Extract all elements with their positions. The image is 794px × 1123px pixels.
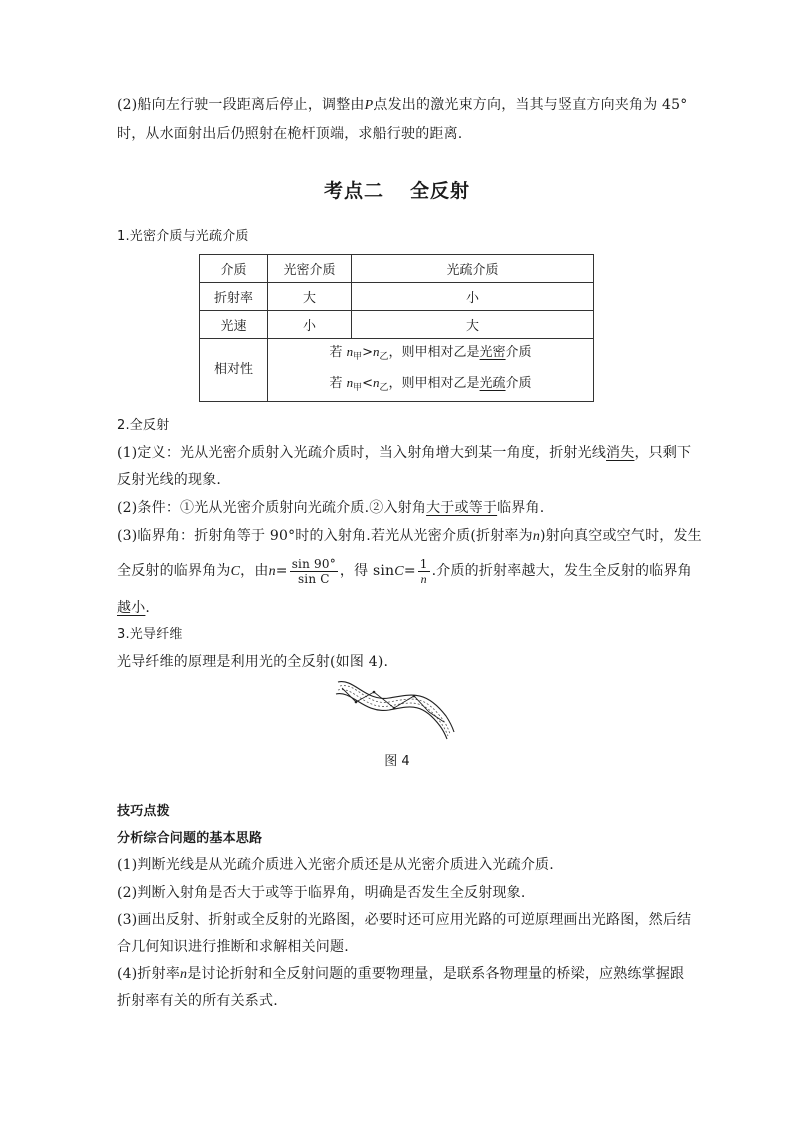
- table-row: [200, 311, 594, 339]
- table-cell: 小: [352, 283, 594, 311]
- fraction-sin90-sinC: $\frac{\sin 90^\circ}{\text{sin C}}$: [291, 556, 336, 586]
- q2-text: 点发出的激光束方向，当其与竖直方向夹角为 45°: [373, 97, 688, 113]
- tip-1: (1)判断光线是从光疏介质进入光密介质还是从光密介质进入光疏介质.: [117, 857, 554, 873]
- tip-4-line-1: (4)折射率n是讨论折射和全反射问题的重要物理量，是联系各物理量的桥梁，应熟练掌握跟: [117, 966, 685, 982]
- table-header: 光疏介质: [352, 255, 594, 283]
- heading-optical-fiber: 3.光导纤维: [117, 627, 183, 642]
- table-cell: 小: [268, 311, 352, 339]
- table-cell: 折射率: [200, 283, 268, 311]
- critical-angle-line-1: (3)临界角：折射角等于 90°时的入射角.若光从光密介质(折射率为n)射向真空或空气时，发生: [117, 528, 702, 544]
- section-title: [0, 176, 794, 203]
- q2-line-1: [117, 95, 687, 116]
- section-number: 考点二: [323, 180, 384, 202]
- critical-angle-line-3: 越小.: [117, 600, 151, 616]
- optical-fiber-text: 光导纤维的原理是利用光的全反射(如图 4).: [117, 654, 389, 670]
- critical-angle-line-2: 全反射的临界角为C，由n= $\frac{\sin 90^\circ}{\text{sin C}}$ ，得 sinC= $\frac{1}{n}$ .介质的折射率越大，发生全反射的临界角: [117, 556, 692, 586]
- figure-caption: 图 4: [384, 754, 410, 769]
- q2-line-2: 时，从水面射出后仍照射在桅杆顶端，求船行驶的距离.: [117, 126, 463, 142]
- heading-total-reflection: 2.全反射: [117, 418, 170, 433]
- fraction-1-over-n: $\frac{1}{n}$: [419, 556, 428, 586]
- table-row: [200, 283, 594, 311]
- relativity-line-1: 若 $n_甲>n_乙$，则甲相对乙是光密介质: [329, 344, 532, 362]
- point-p: P: [364, 98, 374, 113]
- tip-3-line-2: 合几何知识进行推断和求解相关问题.: [117, 939, 349, 955]
- table-cell: 相对性: [200, 339, 268, 402]
- table-cell: 光速: [200, 311, 268, 339]
- tip-2: (2)判断入射角是否大于或等于临界角，明确是否发生全反射现象.: [117, 885, 526, 901]
- condition-line: (2)条件：①光从光密介质射向光疏介质.②入射角大于或等于临界角.: [117, 500, 545, 516]
- optical-fiber-figure: [334, 676, 458, 742]
- relativity-cell: [268, 339, 594, 402]
- table-header-row: [200, 255, 594, 283]
- table-header: 介质: [200, 255, 268, 283]
- table-header: 光密介质: [268, 255, 352, 283]
- q2-text: (2)船向左行驶一段距离后停止，调整由: [117, 97, 365, 113]
- section-name: 全反射: [410, 180, 471, 202]
- definition-line-2: 反射光线的现象.: [117, 472, 222, 488]
- table-cell: 大: [352, 311, 594, 339]
- tip-3-line-1: (3)画出反射、折射或全反射的光路图，必要时还可应用光路的可逆原理画出光路图，然后结: [117, 912, 692, 928]
- tip-4-line-2: 折射率有关的所有关系式.: [117, 993, 278, 1009]
- definition-line-1: (1)定义：光从光密介质射入光疏介质时，当入射角增大到某一角度，折射光线消失，只剩下: [117, 445, 692, 461]
- tips-subheading: 分析综合问题的基本思路: [117, 831, 263, 846]
- tips-heading: 技巧点拨: [117, 804, 170, 819]
- table-row: [200, 339, 594, 402]
- heading-dense-sparse: 1.光密介质与光疏介质: [117, 229, 249, 244]
- table-cell: 大: [268, 283, 352, 311]
- medium-table: [199, 254, 594, 402]
- relativity-line-2: 若 $n_甲<n_乙$，则甲相对乙是光疏介质: [329, 375, 532, 393]
